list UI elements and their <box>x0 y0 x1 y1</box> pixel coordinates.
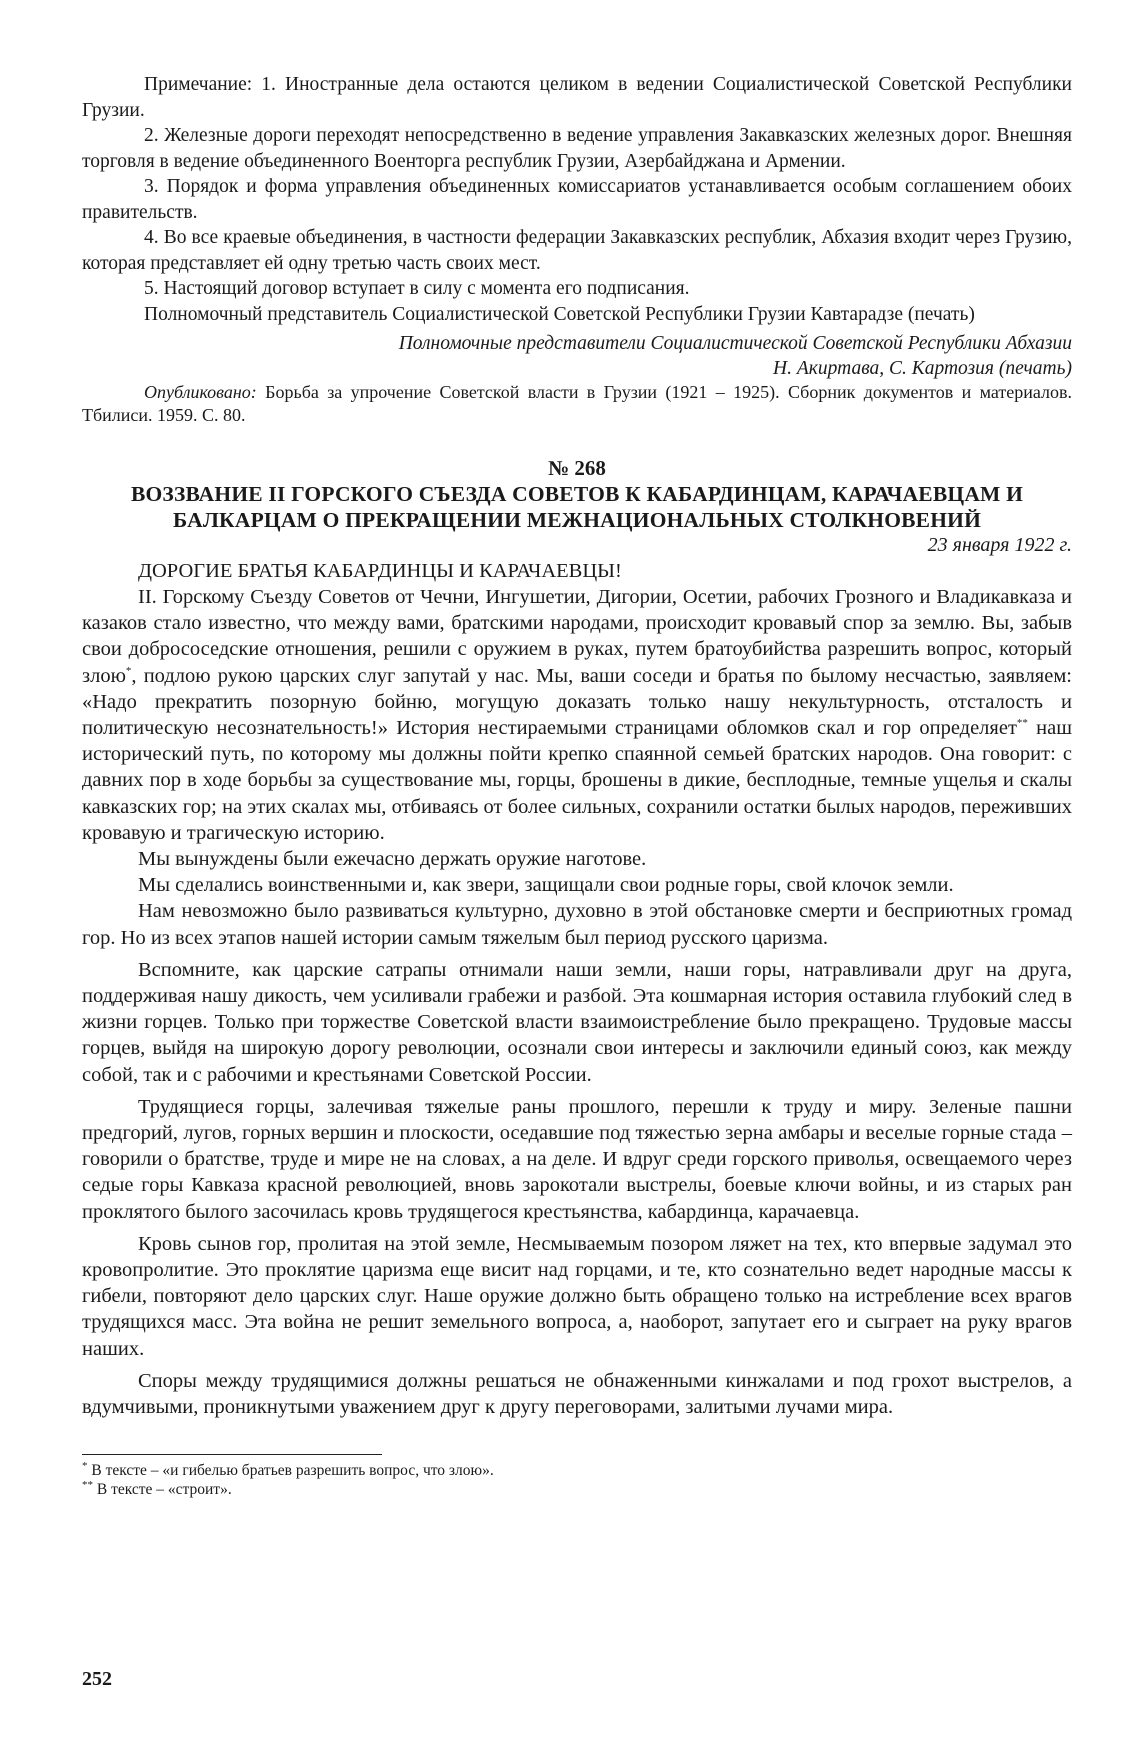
document-title: ВОЗЗВАНИЕ II ГОРСКОГО СЪЕЗДА СОВЕТОВ К КАБАРДИНЦАМ, КАРАЧАЕВЦАМ И БАЛКАРЦАМ О ПРЕКРАЩЕНИИ МЕЖНАЦИОНАЛЬНЫХ СТОЛКНОВЕНИЙ <box>130 482 1024 532</box>
note-paragraph-5: 5. Настоящий договор вступает в силу с момента его подписания. <box>144 278 690 299</box>
body-paragraph-2: Мы вынуждены были ежечасно держать оружие наготове. <box>138 848 647 871</box>
note-paragraph-6: Полномочный представитель Социалистической Советской Республики Грузии Кавтарадзе (печать) <box>144 303 975 325</box>
body-paragraph-1 <box>82 584 1072 846</box>
body-p1-part-b: , подлою рукою царских слуг запутай у нас. Мы, ваши соседи и братья по былому несчастью, заявляем: «Надо прекратить позорную бойню, могущую доказать только нашу некультурность, отсталость и политическую несознательность!» История нестираемыми страницами обломков скал и гор определяет <box>82 664 1072 740</box>
body-p1-part-c: наш исторический путь, по которому мы должны пойти крепко спаянной семьей братских народов. Она говорит: с давних пор в ходе борьбы за существование мы, горцы, брошены в дикие, бесплодные, темные ущелья и скалы кавказских гор; на этих скалах мы, отбиваясь от более сильных, сохранили остатки былых народов, переживших кровавую и трагическую историю. <box>82 717 1072 844</box>
document-number: № 268 <box>548 456 606 480</box>
appeal-body <box>82 584 1072 1420</box>
note-paragraph-3: 3. Порядок и форма управления объединенных комиссариатов устанавливается особым соглашением обоих правительств. <box>82 176 1072 223</box>
publication-label: Опубликовано: <box>144 382 257 402</box>
publication-source <box>82 381 1072 427</box>
salutation: ДОРОГИЕ БРАТЬЯ КАБАРДИНЦЫ И КАРАЧАЕВЦЫ! <box>138 560 622 582</box>
signature-line-2: Н. Акиртава, С. Картозия (печать) <box>773 358 1072 379</box>
page-number: 252 <box>82 1668 112 1690</box>
note-paragraph-2: 2. Железные дороги переходят непосредственно в ведение управления Закавказских железных дорог. Внешняя торговля в ведение объединенного Военторга республик Грузии, Азербайджана и Армении. <box>82 125 1072 172</box>
footnote-1-text: В тексте – «и гибелью братьев разрешить вопрос, что злою». <box>87 1462 494 1480</box>
treaty-notes <box>82 72 1072 327</box>
signature-line-1: Полномочные представители Социалистической Советской Республики Абхазии <box>398 333 1072 354</box>
body-p1-part-a: II. Горскому Съезду Советов от Чечни, Ингушетии, Дигории, Осетии, рабочих Грозного и Владикавказа и казаков стало известно, что между вами, братскими народами, происходит кровавый спор за землю. Вы, забыв свои добрососедские отношения, решили с оружием в руках, путем братоубийства разрешить вопрос, который злою <box>82 586 1072 687</box>
body-paragraph-6: Трудящиеся горцы, залечивая тяжелые раны прошлого, перешли к труду и миру. Зеленые пашни предгорий, лугов, горных вершин и плоскости, оседавшие под тяжестью зерна амбары и веселые горные стада – говорили о братстве, труде и мире не на словах, а на деле. И вдруг среди горского приволья, освещаемого через седые горы Кавказа красной революцией, вновь зарокотали выстрелы, боевые ключи войны, и из старых ран проклятого былого засочилась кровь трудящегося крестьянства, кабардинца, карачаевца. <box>82 1095 1072 1223</box>
footnote-2-text: В тексте – «строит». <box>93 1481 232 1499</box>
footnote-1 <box>82 1461 1072 1480</box>
footnote-divider <box>82 1454 382 1455</box>
body-paragraph-5: Вспомните, как царские сатрапы отнимали наши земли, наши горы, натравливали друг на друга, поддерживая нашу дикость, чем усиливали грабежи и разбой. Эта кошмарная история оставила глубокий след в жизни горцев. Только при торжестве Советской власти взаимоистребление было прекращено. Трудовые массы горцев, выйдя на широкую дорогу революции, осознали свои интересы и заключили единый союз, как между собой, так и с рабочими и крестьянами Советской России. <box>82 958 1072 1086</box>
note-paragraph-4: 4. Во все краевые объединения, в частности федерации Закавказских республик, Абхазия входит через Грузию, которая представляет ей одну третью часть своих мест. <box>82 227 1072 274</box>
body-paragraph-8: Споры между трудящимися должны решаться не обнаженными кинжалами и под грохот выстрелов, а вдумчивыми, проникнутыми уважением друг к другу переговорами, залитыми лучами мира. <box>82 1369 1072 1419</box>
footnote-1-marker: * <box>82 1460 88 1473</box>
document-page <box>82 72 1072 1499</box>
footnote-marker-1: * <box>125 664 132 677</box>
body-paragraph-4: Нам невозможно было развиваться культурно, духовно в этой обстановке смерти и бесприютных громад гор. Но из всех этапов нашей истории самым тяжелым был период русского царизма. <box>82 900 1072 949</box>
footnote-2-marker: ** <box>82 1479 93 1492</box>
note-paragraph-1: Примечание: 1. Иностранные дела остаются целиком в ведении Социалистической Советской Республики Грузии. <box>82 74 1072 121</box>
publication-text: Борьба за упрочение Советской власти в Грузии (1921 – 1925). Сборник документов и материалов. Тбилиси. 1959. С. 80. <box>82 382 1072 425</box>
footnote-2 <box>82 1480 1072 1499</box>
body-paragraph-3: Мы сделались воинственными и, как звери, защищали свои родные горы, свой клочок земли. <box>138 874 954 897</box>
body-paragraph-7: Кровь сынов гор, пролитая на этой земле, Несмываемым позором ляжет на тех, кто впервые задумал это кровопролитие. Это проклятие царизма еще висит над горцами, и те, кто сознательно ведет народные массы к гибели, повторяют дело царских слуг. Наше оружие должно быть обращено только на истребление всех врагов трудящихся масс. Эта война не решит земельного вопроса, а, наоборот, запутает его и сыграет на руку врагов наших. <box>82 1232 1072 1360</box>
document-date: 23 января 1922 г. <box>927 534 1072 556</box>
footnote-marker-2: ** <box>1016 717 1028 730</box>
